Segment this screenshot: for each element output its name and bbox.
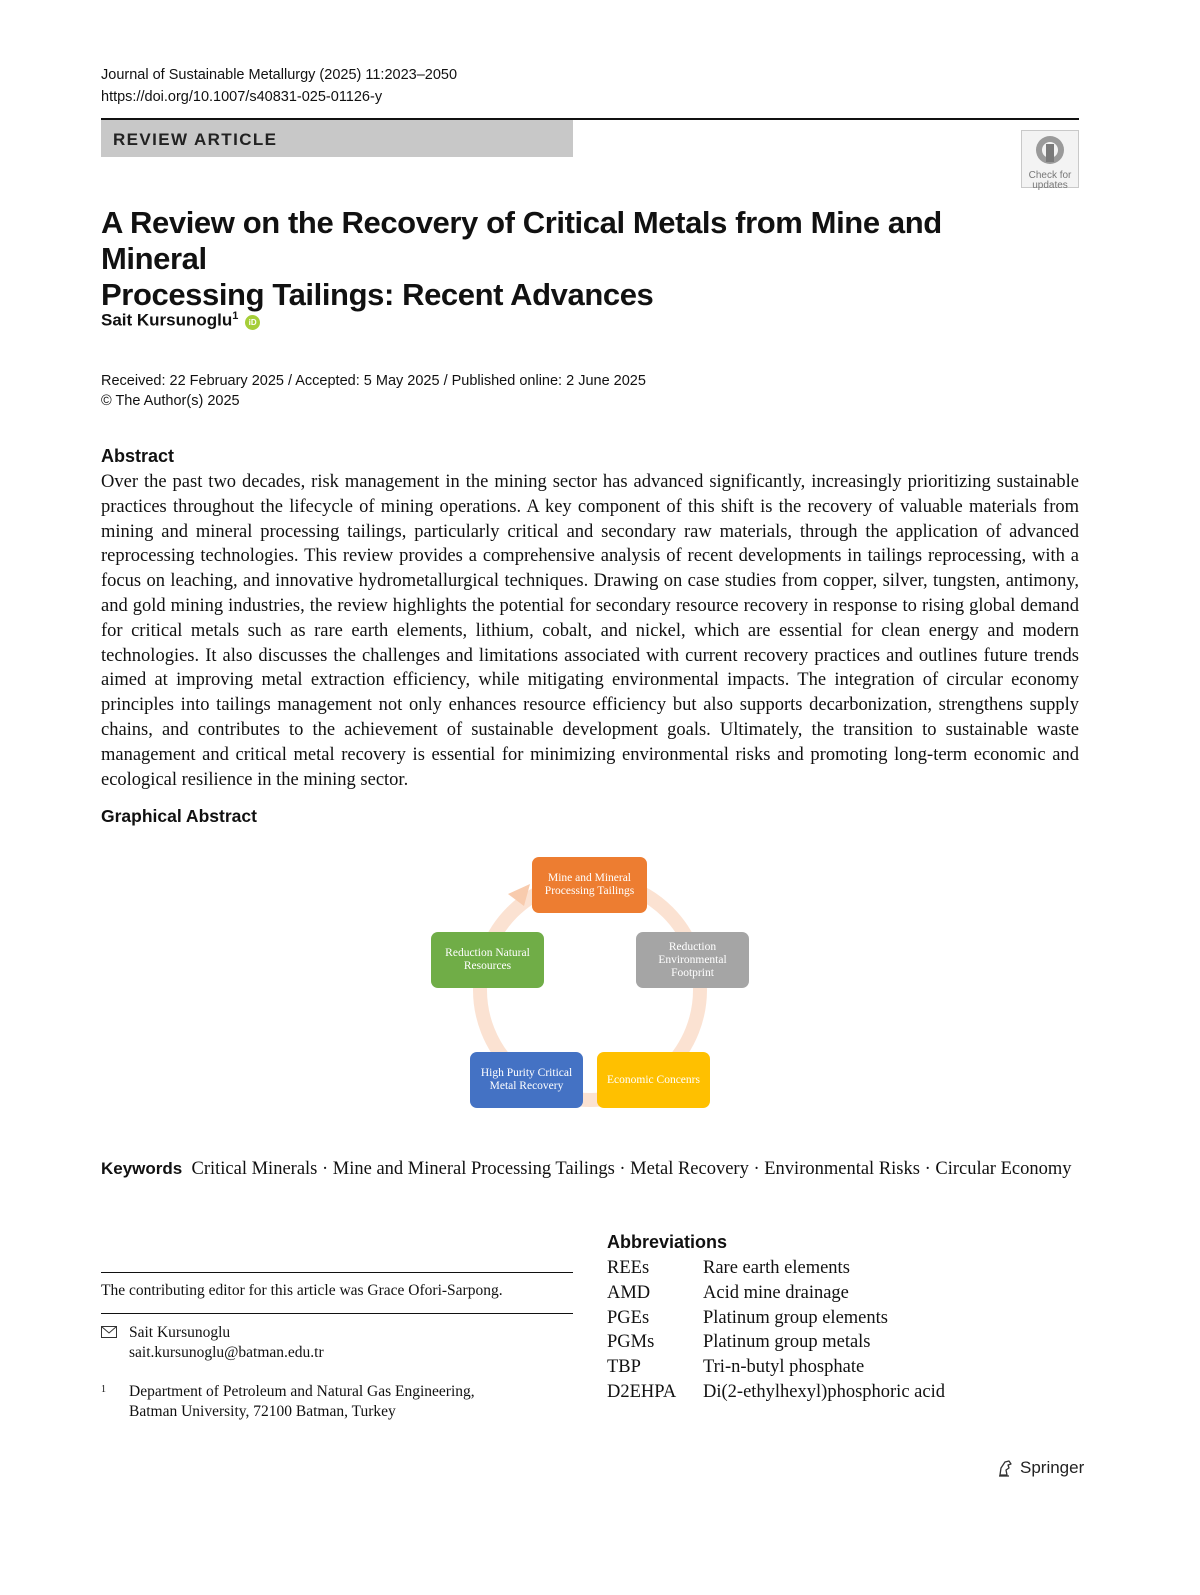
check-updates-label-1: Check for — [1028, 170, 1072, 181]
check-for-updates-button[interactable] — [1021, 130, 1079, 191]
affiliation-number: 1 — [101, 1384, 106, 1395]
abbreviation-definition: Platinum group elements — [703, 1307, 888, 1328]
abbreviation-definition: Tri-n-butyl phosphate — [703, 1357, 865, 1378]
keywords-list: Critical Minerals · Mine and Mineral Processing Tailings · Metal Recovery · Environmental Risks · Circular Economy — [191, 1159, 1072, 1179]
copyright-line: © The Author(s) 2025 — [101, 393, 240, 409]
abbreviation-term: PGMs — [607, 1332, 655, 1353]
keywords-label: Keywords — [101, 1159, 183, 1178]
affiliation-mark: 1 — [232, 310, 239, 322]
abbreviation-term: AMD — [607, 1282, 651, 1303]
node-4-line-2: Metal Recovery — [489, 1080, 564, 1092]
affiliation-line-2: Batman University, 72100 Batman, Turkey — [129, 1403, 396, 1420]
footnote-rule-bottom — [101, 1313, 573, 1314]
abbreviation-row — [607, 1256, 945, 1281]
node-mine-tailings — [532, 857, 647, 913]
node-2-line-3: Footprint — [671, 966, 714, 979]
abbreviation-definition: Platinum group metals — [703, 1332, 871, 1353]
node-2-line-2: Environmental — [658, 953, 727, 966]
publisher-name: Springer — [1020, 1458, 1085, 1477]
abstract-heading: Abstract — [101, 446, 175, 466]
title-line-1: A Review on the Recovery of Critical Metals from Mine and Mineral — [101, 205, 942, 276]
node-5-line-2: Resources — [463, 960, 512, 972]
node-economic-concerns — [597, 1052, 710, 1108]
abbreviation-term: REEs — [607, 1258, 650, 1278]
envelope-icon — [101, 1326, 117, 1338]
node-reduction-resources — [431, 932, 544, 988]
crossmark-icon — [1034, 134, 1066, 166]
node-1-line-2: Processing Tailings — [544, 885, 635, 897]
author-line — [101, 310, 260, 331]
footnote-rule-top — [101, 1272, 573, 1273]
abbreviation-term: D2EHPA — [607, 1381, 677, 1402]
journal-citation: Journal of Sustainable Metallurgy (2025) 11:2023–2050 — [101, 67, 458, 83]
abbreviations-heading: Abbreviations — [607, 1232, 728, 1252]
affiliation-line-1: Department of Petroleum and Natural Gas Engineering, — [129, 1383, 475, 1400]
publisher-logo — [996, 1458, 1084, 1478]
title-line-2: Processing Tailings: Recent Advances — [101, 277, 654, 312]
corresponding-email[interactable]: sait.kursunoglu@batman.edu.tr — [129, 1344, 324, 1361]
corresponding-name: Sait Kursunoglu — [129, 1324, 231, 1341]
editor-note: The contributing editor for this article was Grace Ofori-Sarpong. — [101, 1282, 503, 1299]
keywords-block — [101, 1156, 1079, 1182]
article-history: Received: 22 February 2025 / Accepted: 5 May 2025 / Published online: 2 June 2025 — [101, 373, 646, 389]
abbreviation-definition: Acid mine drainage — [703, 1282, 849, 1303]
abbreviation-row — [607, 1281, 945, 1306]
abbreviation-term: PGEs — [607, 1307, 650, 1328]
graphical-abstract-diagram — [420, 848, 760, 1118]
check-updates-label-2: updates — [1032, 180, 1068, 191]
node-reduction-footprint — [636, 932, 749, 988]
node-4-line-1: High Purity Critical — [480, 1067, 573, 1079]
abbreviations-table — [607, 1256, 945, 1405]
node-high-purity-recovery — [470, 1052, 583, 1108]
springer-horse-icon — [996, 1458, 1016, 1478]
orcid-icon[interactable]: iD — [245, 315, 260, 330]
node-3-line-1: Economic Concenrs — [607, 1073, 700, 1086]
node-2-line-1: Reduction — [668, 940, 717, 953]
abbreviation-row — [607, 1330, 945, 1355]
abbreviation-row — [607, 1306, 945, 1331]
abbreviation-term: TBP — [607, 1357, 641, 1378]
node-5-line-1: Reduction Natural — [445, 947, 530, 959]
abbreviation-row — [607, 1355, 945, 1380]
article-type-banner: REVIEW ARTICLE — [101, 120, 573, 157]
abstract-text: Over the past two decades, risk management in the mining sector has advanced significantly, increasingly prioritizing sustainable practices throughout the lifecycle of mining operations. A key component of this shift is the recovery of valuable materials from mining and mineral processing tailings, particularly critical and secondary raw materials, through the application of advanced reprocessing technologies. This review provides a comprehensive analysis of recent developments in tailings reprocessing, with a focus on leaching, and innovative hydrometallurgical techniques. Drawing on case studies from copper, silver, tungsten, antimony, and gold mining industries, the review highlights the potential for secondary resource recovery in response to rising global demand for critical metals such as rare earth elements, lithium, cobalt, and nickel, which are essential for clean energy and modern technologies. It also discusses the challenges and limitations associated with current recovery practices and outlines future trends aimed at improving metal extraction efficiency, while mitigating environmental impacts. The integration of circular economy principles into tailings management not only enhances resource efficiency but also supports decarbonization, strengthens supply chains, and contributes to the achievement of sustainable development goals. Ultimately, the transition to sustainable waste management and critical metal recovery is essential for minimizing environmental risks and promoting long-term economic and ecological resilience in the mining sector. — [101, 472, 1079, 790]
journal-header — [101, 64, 457, 108]
article-title — [101, 205, 1001, 313]
doi-link[interactable]: https://doi.org/10.1007/s40831-025-01126-y — [101, 89, 383, 105]
publication-dates — [101, 371, 646, 411]
abbreviation-row — [607, 1380, 945, 1405]
abbreviation-definition: Di(2-ethylhexyl)phosphoric acid — [703, 1381, 945, 1402]
node-1-line-1: Mine and Mineral — [547, 872, 632, 884]
author-name[interactable]: Sait Kursunoglu — [101, 310, 233, 330]
abbreviation-definition: Rare earth elements — [703, 1258, 850, 1278]
graphical-abstract-heading: Graphical Abstract — [101, 806, 257, 826]
